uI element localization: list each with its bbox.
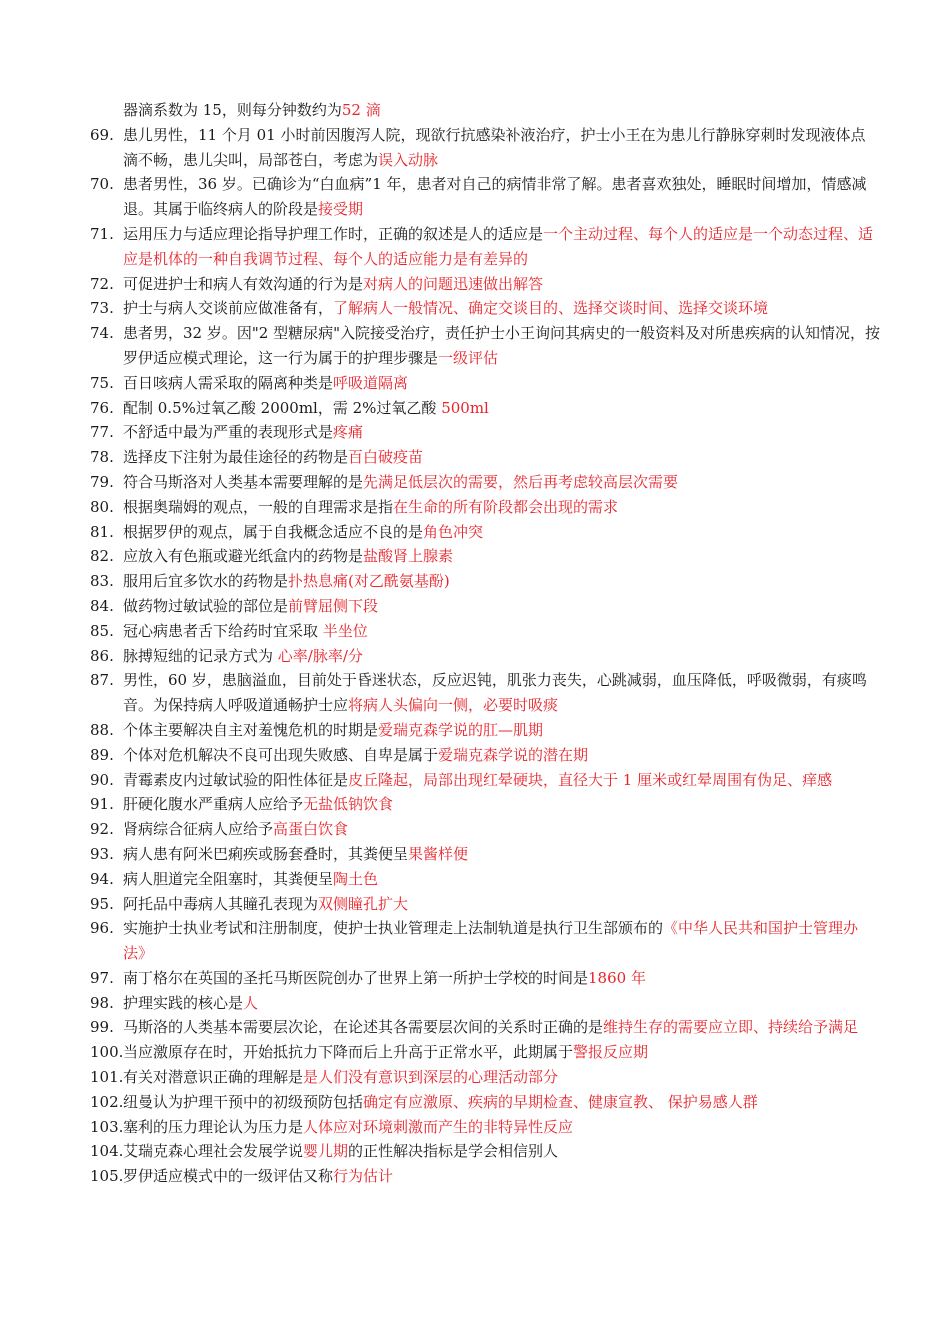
answer-text: 爱瑞克森学说的潜在期 — [438, 745, 589, 764]
question-text: 病人患有阿米巴痢疾或肠套叠时，其粪便呈 — [123, 844, 409, 863]
question-item — [90, 569, 880, 594]
question-text: 运用压力与适应理论指导护理工作时，正确的叙述是人的适应是 — [123, 224, 544, 243]
question-item — [90, 371, 880, 396]
question-number: 76. — [90, 398, 114, 417]
question-item — [90, 644, 880, 669]
question-body — [123, 892, 880, 917]
question-text: 个体主要解决自主对羞愧危机的时期是 — [123, 720, 379, 739]
question-item — [90, 817, 880, 842]
question-item — [90, 718, 880, 743]
question-number: 92. — [90, 820, 114, 839]
answer-text: 人 — [243, 993, 259, 1012]
question-number: 79. — [90, 472, 114, 491]
question-text: 有关对潜意识正确的理解是 — [123, 1068, 304, 1087]
question-text: 应放入有色瓶或避光纸盒内的药物是 — [123, 547, 364, 566]
question-item — [90, 594, 880, 619]
question-text: 配制 0.5%过氧乙酸 2000ml，需 2%过氧乙酸 — [123, 398, 442, 417]
answer-text: 双侧瞳孔扩大 — [318, 894, 409, 913]
answer-text: 维持生存的需要应立即、持续给予满足 — [603, 1018, 859, 1037]
question-item — [90, 1090, 880, 1115]
question-body — [123, 544, 880, 569]
question-item — [90, 668, 880, 718]
question-text: 阿托品中毒病人其瞳孔表现为 — [123, 894, 319, 913]
question-text: 病人胆道完全阻塞时，其粪便呈 — [123, 869, 334, 888]
question-body — [123, 470, 880, 495]
question-text: 青霉素皮内过敏试验的阳性体征是 — [123, 770, 349, 789]
question-number: 85. — [90, 621, 114, 640]
answer-text: 先满足低层次的需要，然后再考虑较高层次需要 — [363, 472, 679, 491]
question-body — [123, 569, 880, 594]
question-number: 105. — [90, 1167, 124, 1186]
question-number: 101. — [90, 1068, 124, 1087]
question-item — [90, 1065, 880, 1090]
question-item — [90, 544, 880, 569]
answer-text: 爱瑞克森学说的肛—肌期 — [378, 720, 544, 739]
answer-text: 1860 年 — [588, 968, 646, 987]
question-body — [123, 1090, 880, 1115]
question-number: 70. — [90, 175, 114, 194]
question-text: 男性，60 岁，患脑溢血，目前处于昏迷状态，反应迟钝，肌张力丧失，心跳减弱，血压降低，呼吸微弱，有痰鸣音。为保持病人呼吸道通畅护士应 — [123, 671, 867, 715]
answer-text: 52 滴 — [341, 101, 381, 119]
question-number — [90, 98, 123, 123]
question-item — [90, 222, 880, 272]
question-text: 当应激原存在时，开始抵抗力下降而后上升高于正常水平，此期属于 — [123, 1043, 574, 1062]
answer-text: 心率/脉率/分 — [277, 646, 363, 665]
answer-text: 是人们没有意识到深层的心理活动部分 — [303, 1068, 559, 1087]
question-number: 88. — [90, 720, 114, 739]
question-body — [123, 842, 880, 867]
question-item — [90, 98, 880, 123]
answer-text: 扑热息痛(对乙酰氨基酚) — [288, 572, 450, 591]
question-number: 71. — [90, 224, 114, 243]
question-text: 根据奥瑞姆的观点，一般的自理需求是指 — [123, 497, 394, 516]
question-number: 90. — [90, 770, 114, 789]
question-item — [90, 1139, 880, 1164]
question-body — [123, 1015, 880, 1040]
question-number: 80. — [90, 497, 114, 516]
question-text: 纽曼认为护理干预中的初级预防包括 — [123, 1092, 364, 1111]
question-body — [123, 619, 880, 644]
question-body — [123, 1139, 880, 1164]
question-text: 南丁格尔在英国的圣托马斯医院创办了世界上第一所护士学校的时间是 — [123, 968, 589, 987]
answer-text: 在生命的所有阶段都会出现的需求 — [393, 497, 619, 516]
answer-text: 人体应对环境刺激而产生的非特异性反应 — [303, 1117, 574, 1136]
question-item — [90, 445, 880, 470]
question-text: 脉搏短绌的记录方式为 — [123, 646, 278, 665]
answer-text: 一个主动过程、每个人的适应是一个动态过程、适应是机体的一种自我调节过程、每个人的适应能力是有差异的 — [123, 224, 874, 268]
answer-text: 误入动脉 — [378, 150, 439, 169]
question-body — [123, 296, 880, 321]
question-number: 73. — [90, 299, 114, 318]
question-text: 做药物过敏试验的部位是 — [123, 596, 289, 615]
question-text: 马斯洛的人类基本需要层次论，在论述其各需要层次间的关系时正确的是 — [123, 1018, 604, 1037]
answer-text: 婴儿期 — [303, 1142, 349, 1161]
question-text: 不舒适中最为严重的表现形式是 — [123, 423, 334, 442]
answer-text: 陶土色 — [333, 869, 379, 888]
question-text: 服用后宜多饮水的药物是 — [123, 572, 289, 591]
question-number: 104. — [90, 1142, 124, 1161]
question-item — [90, 272, 880, 297]
question-number: 98. — [90, 993, 114, 1012]
question-text: 患者男性，36 岁。已确诊为“白血病”1 年，患者对自己的病情非常了解。患者喜欢独处，睡眠时间增加，情感减退。其属于临终病人的阶段是 — [123, 175, 867, 219]
question-body — [123, 495, 880, 520]
question-item — [90, 792, 880, 817]
question-item — [90, 619, 880, 644]
answer-text: 《中华人民共和国护士管理办法》 — [123, 919, 859, 963]
question-number: 96. — [90, 919, 114, 938]
question-body — [123, 817, 880, 842]
question-text: 护士与病人交谈前应做准备有， — [123, 299, 334, 318]
answer-text: 将病人头偏向一侧，必要时吸痰 — [348, 696, 559, 715]
answer-text: 接受期 — [318, 200, 364, 219]
question-item — [90, 123, 880, 173]
answer-text: 确定有应激原、疾病的早期检查、健康宣教、 保护易感人群 — [363, 1092, 758, 1111]
question-item — [90, 520, 880, 545]
answer-text: 一级评估 — [438, 348, 499, 367]
question-number: 84. — [90, 596, 114, 615]
question-body — [123, 445, 880, 470]
answer-text: 角色冲突 — [423, 522, 484, 541]
question-number: 75. — [90, 373, 114, 392]
question-body — [123, 1040, 880, 1065]
answer-text: 呼吸道隔离 — [333, 373, 409, 392]
question-item — [90, 1115, 880, 1140]
question-number: 82. — [90, 547, 114, 566]
question-text: 患者男，32 岁。因"2 型糖尿病"入院接受治疗，责任护士小王询问其病史的一般资料及对所患疾病的认知情况，按罗伊适应模式理论，这一行为属于的护理步骤是 — [123, 324, 880, 367]
question-body — [123, 966, 880, 991]
question-text: 艾瑞克森心理社会发展学说 — [123, 1142, 304, 1161]
question-text: 实施护士执业考试和注册制度，使护士执业管理走上法制轨道是执行卫生部颁布的 — [123, 919, 664, 938]
question-body — [123, 743, 880, 768]
question-body — [123, 1164, 880, 1189]
answer-text: 行为估计 — [333, 1167, 394, 1186]
question-body — [123, 123, 880, 173]
question-body — [123, 792, 880, 817]
question-number: 83. — [90, 572, 114, 591]
question-item — [90, 1164, 880, 1189]
question-body — [123, 272, 880, 297]
question-item — [90, 1040, 880, 1065]
answer-text: 皮丘隆起，局部出现红晕硬块，直径大于 1 厘米或红晕周围有伪足、痒感 — [348, 770, 833, 789]
question-number: 72. — [90, 274, 114, 293]
answer-text: 前臂屈侧下段 — [288, 596, 379, 615]
question-text: 根据罗伊的观点，属于自我概念适应不良的是 — [123, 522, 424, 541]
question-text: 肝硬化腹水严重病人应给予 — [123, 795, 304, 814]
question-body — [123, 644, 880, 669]
answer-text: 对病人的问题迅速做出解答 — [363, 274, 544, 293]
question-body — [123, 991, 880, 1016]
question-body — [123, 1115, 880, 1140]
question-number: 99. — [90, 1018, 114, 1037]
question-text: 护理实践的核心是 — [123, 993, 244, 1012]
question-item — [90, 892, 880, 917]
question-text: 选择皮下注射为最佳途径的药物是 — [123, 448, 349, 467]
question-body — [123, 867, 880, 892]
question-text: 塞利的压力理论认为压力是 — [123, 1117, 304, 1136]
question-text: 百日咳病人需采取的隔离种类是 — [123, 373, 334, 392]
question-body — [123, 172, 880, 222]
question-body — [123, 594, 880, 619]
question-item — [90, 396, 880, 421]
question-body — [123, 718, 880, 743]
question-body — [123, 222, 880, 272]
question-text: 可促进护士和病人有效沟通的行为是 — [123, 274, 364, 293]
question-item — [90, 768, 880, 793]
question-item — [90, 1015, 880, 1040]
question-number: 102. — [90, 1092, 124, 1111]
answer-text: 果酱样便 — [408, 844, 469, 863]
question-text: 冠心病患者舌下给药时宜采取 — [123, 621, 323, 640]
question-item — [90, 966, 880, 991]
question-item — [90, 743, 880, 768]
question-text: 罗伊适应模式中的一级评估又称 — [123, 1167, 334, 1186]
question-item — [90, 495, 880, 520]
question-number: 94. — [90, 869, 114, 888]
question-number: 81. — [90, 522, 114, 541]
question-number: 100. — [90, 1043, 124, 1062]
question-item — [90, 842, 880, 867]
question-number: 93. — [90, 844, 114, 863]
answer-text: 半坐位 — [322, 621, 368, 640]
question-text-tail: 的正性解决指标是学会相信别人 — [348, 1142, 559, 1161]
question-number: 95. — [90, 894, 114, 913]
question-text: 患儿男性，11 个月 01 小时前因腹泻人院，现欲行抗感染补液治疗，护士小王在为患儿行静脉穿刺时发现液体点滴不畅，患儿尖叫，局部苍白，考虑为 — [123, 125, 866, 169]
answer-text: 了解病人一般情况、确定交谈目的、选择交谈时间、选择交谈环境 — [333, 299, 769, 318]
question-item — [90, 916, 880, 966]
question-number: 87. — [90, 671, 114, 690]
question-list — [90, 98, 880, 1189]
question-body — [123, 321, 880, 371]
question-item — [90, 172, 880, 222]
question-body — [123, 420, 880, 445]
answer-text: 警报反应期 — [573, 1043, 649, 1062]
question-item — [90, 420, 880, 445]
question-text: 个体对危机解决不良可出现失败感、自卑是属于 — [123, 745, 439, 764]
question-number: 69. — [90, 125, 114, 144]
question-item — [90, 470, 880, 495]
question-number: 74. — [90, 324, 114, 343]
question-item — [90, 321, 880, 371]
question-item — [90, 867, 880, 892]
question-body — [123, 520, 880, 545]
answer-text: 盐酸肾上腺素 — [363, 547, 454, 566]
answer-text: 疼痛 — [333, 423, 364, 442]
answer-text: 500ml — [441, 398, 489, 417]
question-item — [90, 991, 880, 1016]
question-body — [123, 396, 880, 421]
question-number: 86. — [90, 646, 114, 665]
question-body — [123, 916, 880, 966]
question-body — [123, 668, 880, 718]
question-text: 符合马斯洛对人类基本需要理解的是 — [123, 472, 364, 491]
question-item — [90, 296, 880, 321]
question-body — [123, 98, 880, 123]
question-number: 103. — [90, 1117, 124, 1136]
question-number: 78. — [90, 448, 114, 467]
question-number: 89. — [90, 745, 114, 764]
question-text: 器滴系数为 15，则每分钟数约为 — [123, 101, 342, 119]
question-body — [123, 371, 880, 396]
answer-text: 无盐低钠饮食 — [303, 795, 394, 814]
question-body — [123, 1065, 880, 1090]
answer-text: 百白破疫苗 — [348, 448, 424, 467]
question-body — [123, 768, 880, 793]
question-text: 肾病综合征病人应给予 — [123, 820, 274, 839]
answer-text: 高蛋白饮食 — [273, 820, 349, 839]
question-number: 77. — [90, 423, 114, 442]
question-number: 97. — [90, 968, 114, 987]
question-number: 91. — [90, 795, 114, 814]
